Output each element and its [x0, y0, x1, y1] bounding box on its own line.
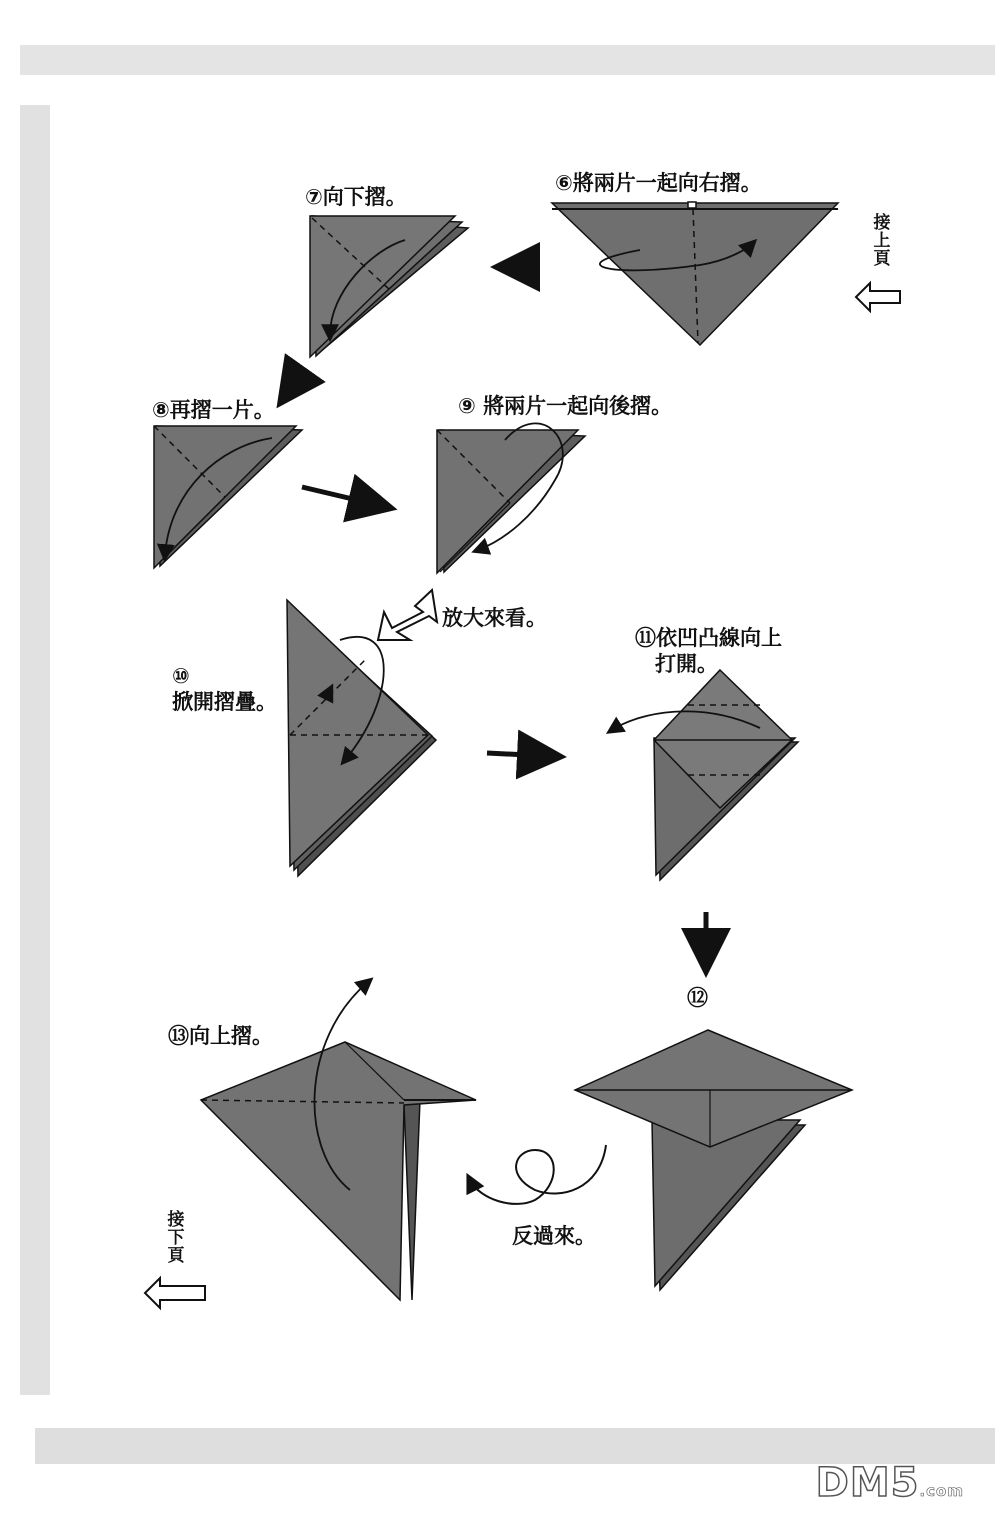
arrow-step7-to-step8: [288, 368, 305, 392]
continued-from-prev-arrow-icon: [856, 283, 900, 311]
scan-border-top: [20, 45, 995, 75]
continued-next-label: 接 下 頁: [167, 1210, 185, 1266]
step13-label: ⑬向上摺。: [168, 1024, 273, 1048]
enlarge-arrow-icon: [378, 590, 437, 640]
step12-label: ⑫: [687, 986, 708, 1010]
step11-figure: [612, 670, 798, 880]
step8-label: ⑧再摺一片。: [152, 398, 275, 422]
step9-figure: [437, 423, 585, 573]
step8-figure: [154, 426, 302, 568]
step6-label: ⑥將兩片一起向右摺。: [555, 171, 762, 195]
scan-border-bottom: [35, 1428, 995, 1464]
step6-figure: [552, 202, 838, 345]
continued-next-arrow-icon: [145, 1278, 205, 1308]
step11-label-line1: ⑪依凹凸線向上: [635, 626, 782, 650]
watermark-logo: DM5.com: [815, 1460, 964, 1506]
arrow-step10-to-step11: [487, 753, 547, 756]
flip-over-label: 反過來。: [512, 1224, 596, 1248]
enlarge-label: 放大來看。: [442, 606, 547, 630]
arrow-step8-to-step9: [302, 487, 378, 505]
step10-figure: [287, 600, 436, 876]
step7-figure: [310, 216, 468, 357]
step9-label: ⑨ 將兩片一起向後摺。: [458, 394, 673, 418]
step7-label: ⑦向下摺。: [305, 185, 407, 209]
step10-label: 掀開摺疊。: [172, 690, 277, 714]
step11-label-line2: 打開。: [655, 652, 718, 676]
flip-over-arrow-icon: [470, 1145, 606, 1204]
continued-from-prev-label: 接 上 頁: [873, 213, 891, 269]
scan-border-left: [20, 105, 50, 1395]
step10-number: ⑩: [172, 664, 190, 688]
step12-figure: [575, 1030, 852, 1290]
